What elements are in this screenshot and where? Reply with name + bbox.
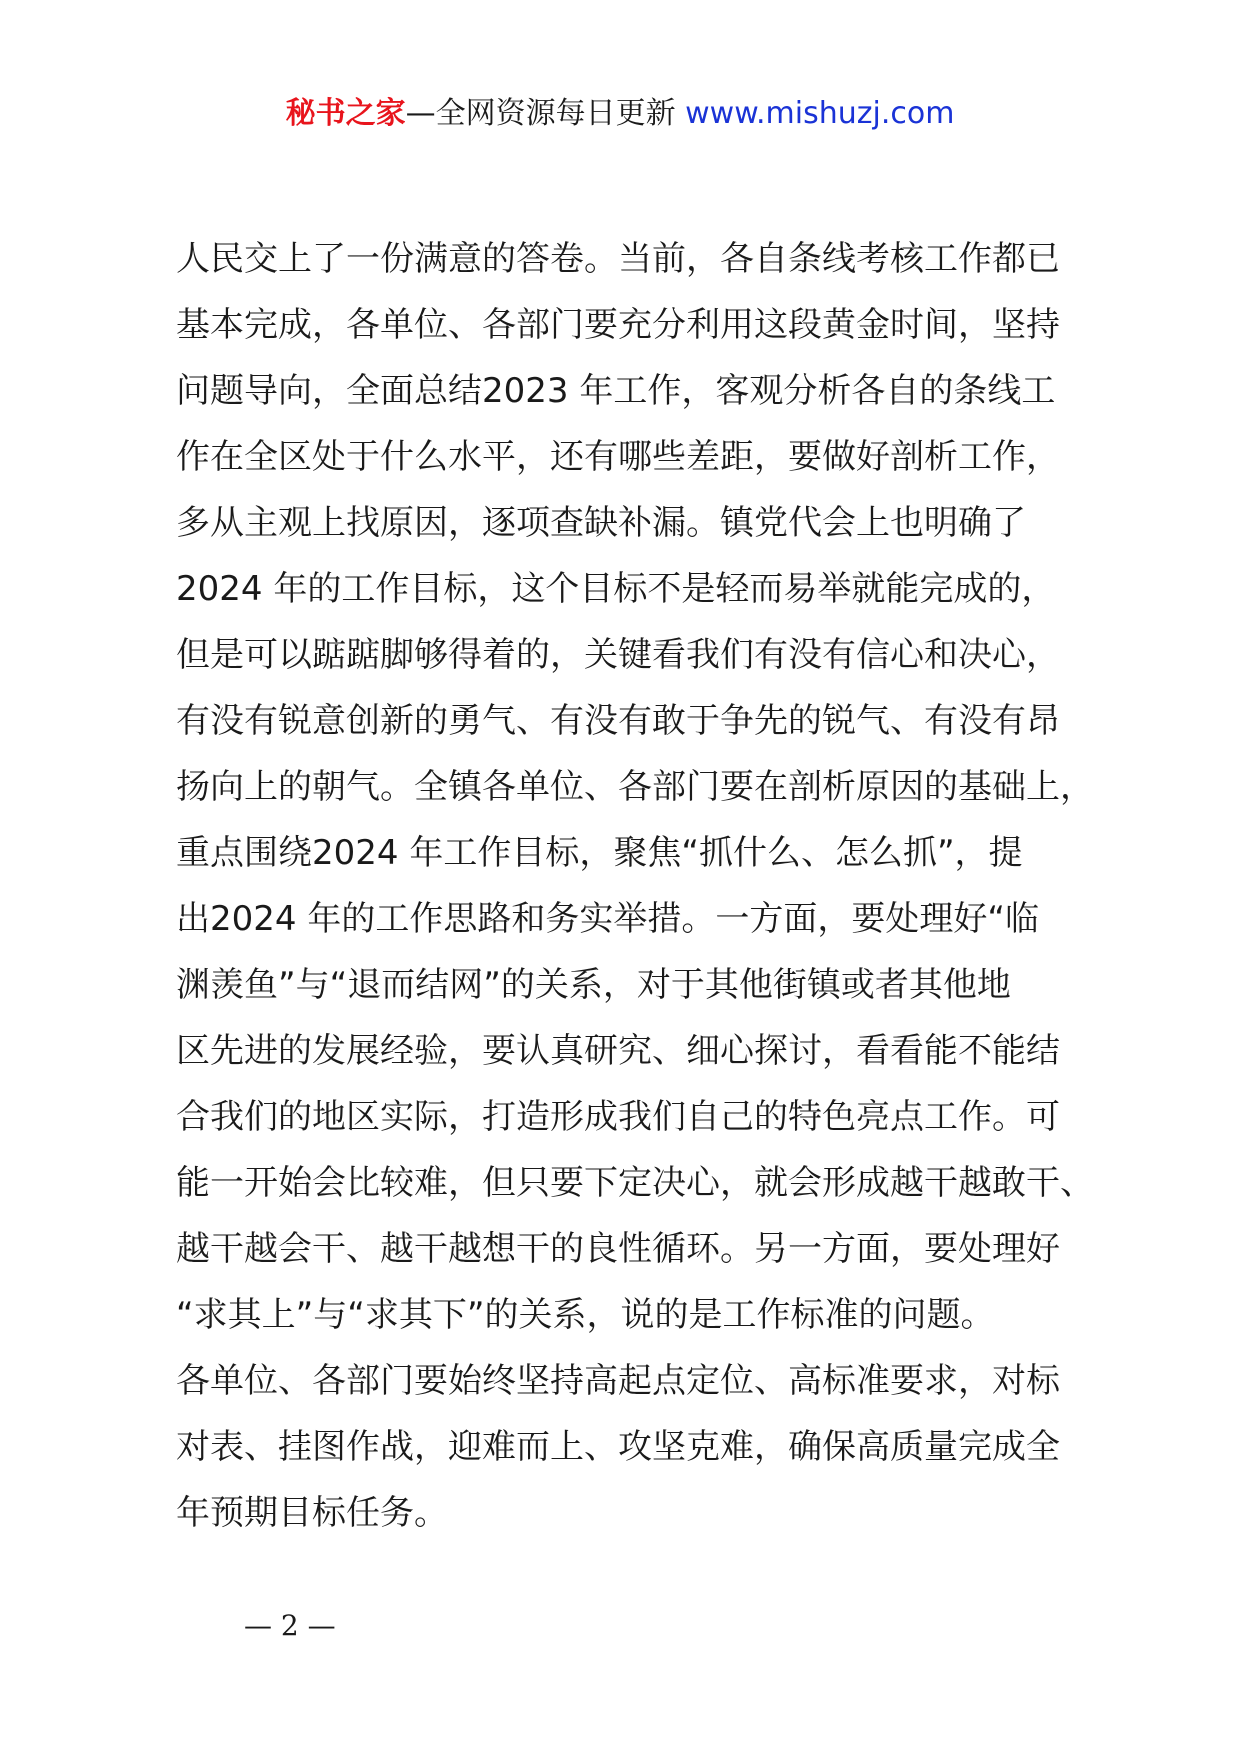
text-line: 问题导向，全面总结2023 年工作，客观分析各自的条线工 [176,371,1056,411]
text-line: 有没有锐意创新的勇气、有没有敢于争先的锐气、有没有昂 [176,701,1060,741]
page-number: — 2 — [244,1609,336,1642]
text-line: 基本完成，各单位、各部门要充分利用这段黄金时间，坚持 [176,305,1060,345]
page-header [0,94,1240,134]
text-line: 但是可以踮踮脚够得着的，关键看我们有没有信心和决心， [176,635,1060,675]
text-line: 能一开始会比较难，但只要下定决心，就会形成越干越敢干、 [176,1163,1094,1203]
text-line: 越干越会干、越干越想干的良性循环。另一方面，要处理好 [176,1229,1060,1269]
header-tagline: —全网资源每日更新 [405,96,676,131]
text-line: 对表、挂图作战，迎难而上、攻坚克难，确保高质量完成全 [176,1427,1060,1467]
website-link[interactable]: www.mishuzj.com [685,96,955,131]
document-body [176,226,1106,1546]
text-line: 多从主观上找原因，逐项查缺补漏。镇党代会上也明确了 [176,503,1026,543]
text-line: 扬向上的朝气。全镇各单位、各部门要在剖析原因的基础上， [176,767,1094,807]
text-line: 渊羡鱼”与“退而结网”的关系，对于其他街镇或者其他地 [176,965,1011,1005]
text-line: 重点围绕2024 年工作目标，聚焦“抓什么、怎么抓”，提 [176,833,1023,873]
text-line: 作在全区处于什么水平，还有哪些差距，要做好剖析工作， [176,437,1060,477]
text-line: “求其上”与“求其下”的关系，说的是工作标准的问题。 [176,1295,995,1335]
text-line: 各单位、各部门要始终坚持高起点定位、高标准要求，对标 [176,1361,1060,1401]
text-line: 人民交上了一份满意的答卷。当前，各自条线考核工作都已 [176,239,1060,279]
text-line: 合我们的地区实际，打造形成我们自己的特色亮点工作。可 [176,1097,1060,1137]
text-line: 区先进的发展经验，要认真研究、细心探讨，看看能不能结 [176,1031,1060,1071]
brand-name: 秘书之家 [285,96,406,131]
text-line: 年预期目标任务。 [176,1493,448,1533]
text-line: 出2024 年的工作思路和务实举措。一方面，要处理好“临 [176,899,1039,939]
text-line: 2024 年的工作目标，这个目标不是轻而易举就能完成的， [176,569,1056,609]
